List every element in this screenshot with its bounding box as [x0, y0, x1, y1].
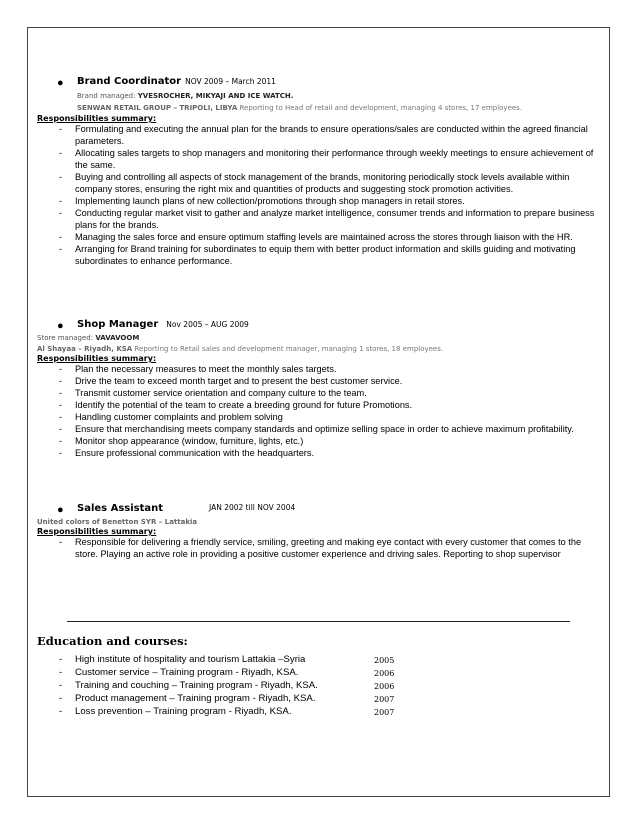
job-date: NOV 2009 – March 2011	[185, 77, 276, 86]
job-header	[37, 319, 597, 330]
brand-managed: Brand managed: YVESROCHER, MIKYAJI AND ICE WATCH.	[77, 92, 294, 100]
list-item: - Allocating sales targets to shop managers and monitoring their performance through weekly meetings to ensure achievement of the same.	[37, 147, 597, 171]
company-line: SENWAN RETAIL GROUP – TRIPOLI, LIBYA Reporting to Head of retail and development, managing 4 stores, 17 employees.	[77, 104, 523, 112]
bullet-icon: ●	[57, 320, 64, 332]
education-item: - Product management – Training program - Riyadh, KSA. 2007	[37, 692, 597, 705]
list-item: - Conducting regular market visit to gather and analyze market intelligence, consumer trends and information to prepare business plans for the brands.	[37, 207, 597, 231]
job-brand-coordinator	[37, 76, 597, 267]
list-item: - Buying and controlling all aspects of stock management of the brands, monitoring periodically stock levels available within company stores, ensuring the right mix and quantities of products and suggesting stock promotion activities.	[37, 171, 597, 195]
education-item: - Training and couching – Training program - Riyadh, KSA. 2006	[37, 679, 597, 692]
job-header	[37, 503, 597, 514]
bullet-icon: ●	[57, 504, 64, 516]
education-item: - Loss prevention – Training program - Riyadh, KSA. 2007	[37, 705, 597, 718]
list-item: - Monitor shop appearance (window, furniture, lights, etc.)	[37, 435, 597, 447]
list-item: - Formulating and executing the annual plan for the brands to ensure operations/sales are conducted within the agreed financial parameters.	[37, 123, 597, 147]
job-shop-manager	[37, 319, 597, 459]
list-item: - Handling customer complaints and problem solving	[37, 411, 597, 423]
responsibilities-label: Responsibilities summary:	[37, 354, 157, 363]
list-item: - Transmit customer service orientation and company culture to the team.	[37, 387, 597, 399]
job-date: JAN 2002 till NOV 2004	[209, 503, 296, 512]
education-year: 2007	[374, 695, 395, 704]
list-item: - Identify the potential of the team to create a breeding ground for future Promotions.	[37, 399, 597, 411]
bullet-icon: ●	[57, 77, 64, 89]
education-year: 2005	[374, 656, 395, 665]
list-item: - Managing the sales force and ensure optimum staffing levels are maintained across the stores through liaison with the HR.	[37, 231, 597, 243]
list-item: - Responsible for delivering a friendly service, smiling, greeting and making eye contact with every customer that comes to the store. Playing an active role in providing a positive customer experience and driving sales. Reporting to shop supervisor	[37, 536, 597, 560]
education-year: 2006	[374, 669, 395, 678]
responsibilities-list	[37, 363, 597, 459]
education-title: Education and courses:	[37, 634, 188, 648]
education-item: - High institute of hospitality and tourism Lattakia –Syria 2005	[37, 653, 597, 666]
job-date: Nov 2005 – AUG 2009	[166, 320, 249, 329]
job-header	[37, 76, 597, 87]
job-sales-assistant	[37, 503, 597, 560]
responsibilities-list	[37, 536, 597, 560]
list-item: - Ensure professional communication with the headquarters.	[37, 447, 597, 459]
job-title: Sales Assistant	[77, 503, 164, 514]
responsibilities-label: Responsibilities summary:	[37, 527, 157, 536]
list-item: - Ensure that merchandising meets company standards and optimize selling space in order to achieve maximum profitability.	[37, 423, 597, 435]
company-line: United colors of Benetton SYR – Lattakia	[37, 518, 198, 526]
job-title: Brand Coordinator	[77, 76, 182, 87]
education-item: - Customer service – Training program - Riyadh, KSA. 2006	[37, 666, 597, 679]
store-managed: Store managed: VAVAVOOM	[37, 334, 140, 342]
responsibilities-label: Responsibilities summary:	[37, 114, 157, 123]
list-item: - Implementing launch plans of new collection/promotions through shop managers in retail stores.	[37, 195, 597, 207]
responsibilities-list	[37, 123, 597, 267]
company-line: Al Shayaa – Riyadh, KSA Reporting to Retail sales and development manager, managing 1 stores, 18 employees.	[37, 345, 444, 353]
list-item: - Plan the necessary measures to meet the monthly sales targets.	[37, 363, 597, 375]
education-year: 2007	[374, 708, 395, 717]
section-divider	[67, 621, 570, 622]
education-year: 2006	[374, 682, 395, 691]
education-list	[37, 653, 597, 718]
list-item: - Arranging for Brand training for subordinates to equip them with better product information and skills guiding and motivating subordinates to enhance performance.	[37, 243, 597, 267]
list-item: - Drive the team to exceed month target and to present the best customer service.	[37, 375, 597, 387]
job-title: Shop Manager	[77, 319, 159, 330]
